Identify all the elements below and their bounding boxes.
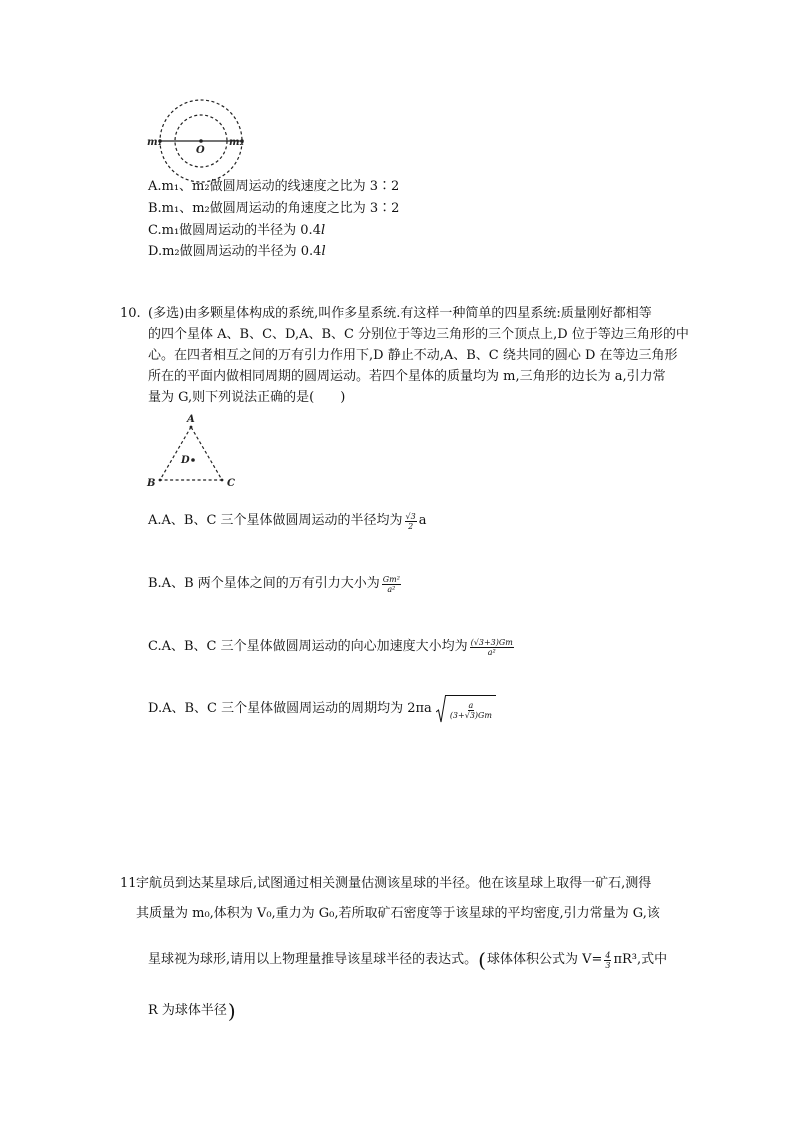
q9-option-d-text: D.m₂做圆周运动的半径为 0.4 bbox=[148, 244, 322, 259]
fraction-denominator: a² bbox=[487, 647, 496, 657]
q10-stem-line-2: 的四个星体 A、B、C、D,A、B、C 分别位于等边三角形的三个顶点上,D 位于等边三角形的中 bbox=[148, 327, 689, 342]
q10-stem-line-3: 心。在四者相互之间的万有引力作用下,D 静止不动,A、B、C 绕共同的圆心 D 在等边三角形 bbox=[148, 348, 678, 363]
q9-option-d bbox=[148, 244, 326, 260]
q10-option-a-text: A.A、B、C 三个星体做圆周运动的半径均为 bbox=[148, 513, 403, 528]
fraction-numerator: 4 bbox=[605, 950, 611, 960]
q9-option-c bbox=[148, 223, 325, 239]
q10-option-b bbox=[148, 572, 403, 596]
q11-stem-line-3 bbox=[148, 948, 667, 972]
m2-label: m₂ bbox=[229, 137, 244, 148]
binary-star-orbit-diagram bbox=[145, 95, 250, 190]
vertex-c-dot bbox=[221, 479, 224, 482]
q9-option-d-variable: l bbox=[321, 244, 326, 259]
q10-stem-line-1: (多选)由多颗星体构成的系统,叫作多星系统.有这样一种简单的四星系统:质量刚好都相等 bbox=[148, 306, 652, 321]
q11-note-continuation: R 为球体半径 bbox=[148, 1003, 227, 1018]
center-o-label: O bbox=[196, 145, 205, 156]
volume-formula-prefix: 球体体积公式为 V= bbox=[486, 952, 603, 967]
close-parenthesis: ) bbox=[227, 999, 236, 1023]
radical-sign bbox=[436, 695, 446, 723]
vertex-a-label: A bbox=[187, 414, 195, 425]
vertex-c-label: C bbox=[227, 478, 235, 489]
equilateral-triangle bbox=[160, 427, 222, 480]
fraction-denominator: a² bbox=[387, 584, 396, 594]
fraction-numerator: Gm² bbox=[382, 574, 400, 584]
q10-stem-line-5: 量为 G,则下列说法正确的是( ) bbox=[148, 390, 346, 405]
radicand bbox=[446, 695, 496, 723]
four-star-triangle-diagram bbox=[143, 410, 243, 492]
fraction-denominator: 2 bbox=[408, 521, 414, 531]
vertex-b-label: B bbox=[147, 478, 156, 489]
q10-option-a bbox=[148, 509, 427, 533]
q11-stem-line-2: 其质量为 m₀,体积为 V₀,重力为 G₀,若所取矿石密度等于该星球的平均密度,引力常量为 G,该 bbox=[136, 906, 660, 921]
q10-option-d-square-root bbox=[436, 695, 496, 723]
q10-number: 10. bbox=[120, 306, 141, 321]
q9-option-c-text: C.m₁做圆周运动的半径为 0.4 bbox=[148, 223, 321, 238]
q9-option-a: A.m₁、m₂做圆周运动的线速度之比为 3∶2 bbox=[148, 179, 400, 194]
q10-option-a-suffix: a bbox=[418, 513, 427, 528]
center-dot bbox=[199, 139, 203, 143]
center-d-dot bbox=[191, 458, 195, 462]
volume-formula-suffix: πR³,式中 bbox=[613, 952, 668, 967]
q11-number: 11. bbox=[120, 876, 141, 891]
q10-option-b-fraction bbox=[382, 575, 401, 594]
fraction-numerator: (√3+3)Gm bbox=[470, 637, 513, 647]
q10-option-d-text: D.A、B、C 三个星体做圆周运动的周期均为 2πa bbox=[148, 701, 432, 716]
q10-option-d-fraction bbox=[449, 701, 493, 720]
q10-option-d bbox=[148, 694, 496, 724]
vertex-b-dot bbox=[159, 479, 162, 482]
q11-stem-line-3-text: 星球视为球形,请用以上物理量推导该星球半径的表达式。 bbox=[148, 952, 478, 967]
center-d-label: D bbox=[181, 455, 190, 466]
m1-label: m₁ bbox=[147, 137, 162, 148]
q10-option-c-fraction bbox=[470, 638, 514, 657]
fraction-numerator: √3 bbox=[405, 511, 416, 521]
q10-option-c bbox=[148, 635, 516, 659]
q11-stem-line-1: 宇航员到达某星球后,试图通过相关测量估测该星球的半径。他在该星球上取得一矿石,测得 bbox=[136, 876, 652, 891]
q11-stem-line-4 bbox=[148, 1000, 237, 1022]
vertex-a-dot bbox=[190, 426, 193, 429]
q10-option-c-text: C.A、B、C 三个星体做圆周运动的向心加速度大小均为 bbox=[148, 639, 468, 654]
volume-formula-fraction bbox=[604, 951, 611, 970]
open-parenthesis: ( bbox=[478, 948, 486, 972]
q10-option-b-text: B.A、B 两个星体之间的万有引力大小为 bbox=[148, 576, 380, 591]
fraction-denominator: 3 bbox=[605, 960, 611, 970]
q10-stem-line-4: 所在的平面内做相同周期的圆周运动。若四个星体的质量均为 m,三角形的边长为 a,引力常 bbox=[148, 369, 666, 384]
q9-option-c-variable: l bbox=[320, 223, 326, 238]
fraction-numerator: a bbox=[468, 701, 474, 710]
q10-option-a-fraction bbox=[405, 512, 417, 531]
q9-option-b: B.m₁、m₂做圆周运动的角速度之比为 3∶2 bbox=[148, 201, 400, 216]
fraction-denominator: (3+√3)Gm bbox=[449, 711, 493, 720]
